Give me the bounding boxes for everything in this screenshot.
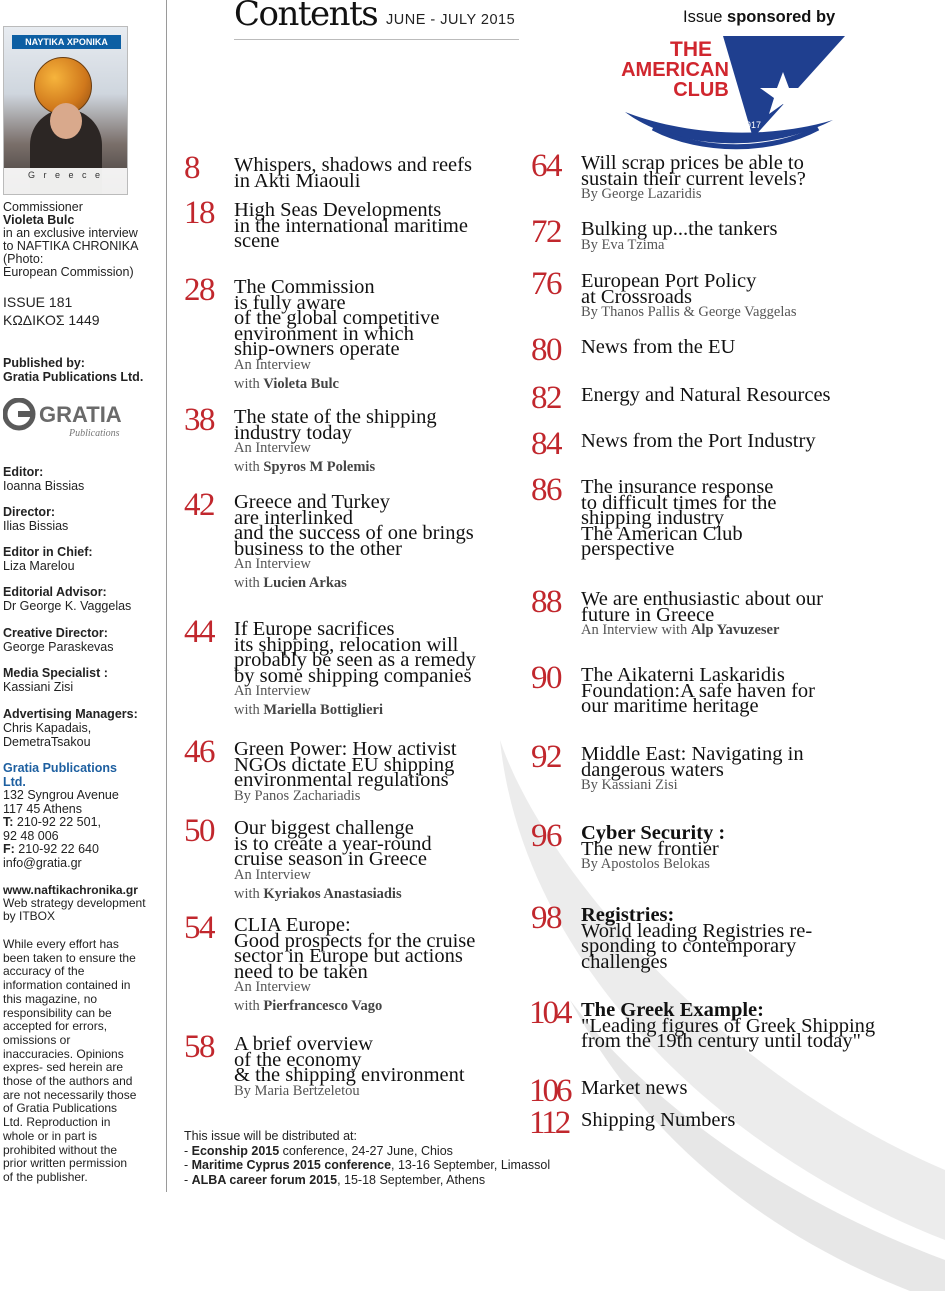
- staff-value: George Paraskevas: [3, 640, 114, 654]
- staff-label: Director:: [3, 505, 56, 519]
- toc-entry-title[interactable]: CLIA Europe:: [234, 914, 351, 936]
- cover-caption-name: Violeta Bulc: [3, 213, 75, 227]
- toc-entry-title[interactable]: News from the Port Industry: [581, 430, 816, 452]
- staff-value: Ilias Bissias: [3, 519, 69, 533]
- staff-label: Editor:: [3, 465, 44, 479]
- event-name: Econship 2015: [191, 1143, 280, 1158]
- toc-entry-title[interactable]: World leading Registries re-: [581, 919, 813, 942]
- toc-page-number: 44: [184, 614, 214, 650]
- interviewee-name: Kyriakos Anastasiadis: [263, 885, 402, 902]
- toc-entry-interviewee: [234, 575, 347, 592]
- toc-entry-title[interactable]: "Leading figures of Greek Shipping: [581, 1014, 876, 1037]
- toc-page-number: 42: [184, 487, 214, 523]
- disclaimer-line: responsibility can be: [3, 1005, 112, 1020]
- disclaimer-line: Ltd. Reproduction in: [3, 1115, 111, 1130]
- toc-entry-byline: By George Lazaridis: [581, 186, 702, 203]
- issue-date: JUNE - JULY 2015: [386, 12, 516, 28]
- toc-entry-title[interactable]: Foundation:A safe haven for: [581, 679, 815, 702]
- toc-entry-byline: An Interview: [234, 440, 311, 457]
- disclaimer-line: this magazine, no: [3, 991, 98, 1006]
- sponsor-prefix: Issue: [683, 8, 723, 26]
- toc-entry-title[interactable]: Energy and Natural Resources: [581, 384, 831, 406]
- toc-entry-title[interactable]: Market news: [581, 1077, 688, 1099]
- staff-value: Kassiani Zisi: [3, 680, 74, 694]
- event-name: ALBA career forum 2015: [191, 1172, 338, 1187]
- toc-page-number: 50: [184, 813, 214, 849]
- toc-entry-title[interactable]: sponding to contemporary: [581, 935, 797, 958]
- toc-entry-title[interactable]: are interlinked: [234, 506, 353, 529]
- toc-entry-title[interactable]: News from the EU: [581, 336, 736, 358]
- gratia-logo: [3, 398, 133, 440]
- toc-entry-title[interactable]: probably be seen as a remedy: [234, 649, 476, 672]
- toc-entry-title[interactable]: The American Club: [581, 522, 743, 545]
- sponsor-bold: sponsored by: [727, 8, 836, 26]
- interviewee-prefix: with: [234, 885, 264, 902]
- interviewee-name: Pierfrancesco Vago: [263, 998, 383, 1015]
- toc-entry-title[interactable]: industry today: [234, 421, 352, 444]
- toc-entry-title[interactable]: future in Greece: [581, 603, 715, 626]
- disclaimer-line: are not necessarily those: [3, 1087, 137, 1102]
- disclaimer-line: prohibited without the: [3, 1142, 118, 1157]
- toc-entry-byline: By Kassiani Zisi: [581, 777, 678, 794]
- toc-entry-byline: An Interview: [234, 556, 311, 573]
- toc-entry-title[interactable]: A brief overview: [234, 1033, 373, 1055]
- toc-entry-title[interactable]: cruise season in Greece: [234, 848, 427, 871]
- disclaimer-line: whole or in part is: [3, 1128, 98, 1143]
- toc-entry-title[interactable]: Will scrap prices be able to: [581, 152, 804, 174]
- toc-page-number: 86: [531, 472, 561, 508]
- toc-page-number: 84: [531, 426, 561, 462]
- event-detail: conference, 24-27 June, Chios: [279, 1143, 453, 1158]
- tel-value: 210-92 22 501,: [16, 815, 102, 829]
- toc-entry-interviewee: [234, 702, 383, 719]
- disclaimer-line: of Gratia Publications: [3, 1101, 118, 1116]
- toc-page-number: 54: [184, 910, 214, 946]
- toc-entry-byline: By Apostolos Belokas: [581, 856, 710, 873]
- gratia-logo-text: GRATIA: [39, 402, 122, 427]
- distribution-event: - Econship 2015 conference, 24-27 June, Chios: [184, 1143, 453, 1158]
- toc-page-number: 112: [529, 1105, 569, 1141]
- company-name: Gratia Publications: [3, 761, 117, 775]
- toc-entry-title[interactable]: NGOs dictate EU shipping: [234, 753, 455, 776]
- advertising-value: DemetraTsakou: [3, 735, 91, 749]
- toc-page-number: 106: [529, 1073, 570, 1109]
- gratia-logo-sub: Publications: [69, 428, 120, 439]
- website-link[interactable]: www.naftikachronika.gr: [3, 883, 138, 897]
- interviewee-prefix: with: [234, 702, 264, 719]
- fax: [3, 842, 99, 856]
- toc-entry-title[interactable]: dangerous waters: [581, 758, 724, 781]
- toc-entry-title[interactable]: Shipping Numbers: [581, 1109, 736, 1131]
- fax-value: 210-92 22 640: [18, 842, 99, 856]
- toc-entry-title[interactable]: perspective: [581, 538, 675, 561]
- cover-masthead: ΝΑΥΤΙΚΑ ΧΡΟΝΙΚΑ: [12, 35, 121, 49]
- toc-entry-title[interactable]: shipping industry: [581, 507, 724, 530]
- toc-entry-byline: By Eva Tzima: [581, 236, 665, 253]
- toc-page-number: 18: [184, 195, 214, 231]
- toc-entry-title[interactable]: The Aikaterni Laskaridis: [581, 664, 785, 686]
- toc-entry-title[interactable]: in Akti Miaouli: [234, 169, 361, 192]
- staff-label: Editor in Chief:: [3, 545, 93, 559]
- issue-number: ISSUE 181: [3, 294, 73, 310]
- toc-entry-title[interactable]: is fully aware: [234, 291, 346, 314]
- toc-entry-heading[interactable]: Registries:: [581, 904, 675, 926]
- logo-line-club: CLUB: [673, 79, 729, 101]
- toc-page-number: 98: [531, 900, 561, 936]
- toc-page-number: 92: [531, 739, 561, 775]
- published-by-label: Published by:: [3, 356, 85, 370]
- toc-entry-byline: An Interview: [234, 979, 311, 996]
- cover-caption-line: in an exclusive interview: [3, 226, 138, 240]
- disclaimer-line: omissions or: [3, 1032, 71, 1047]
- telephone: [3, 815, 101, 829]
- toc-entry-interviewee: [234, 459, 375, 476]
- toc-page-number: 88: [531, 584, 561, 620]
- tel-value: 92 48 006: [3, 829, 59, 843]
- logo-line-american: AMERICAN: [621, 59, 729, 81]
- staff-value: Dr George K. Vaggelas: [3, 599, 132, 613]
- toc-entry-title[interactable]: Green Power: How activist: [234, 738, 457, 760]
- interviewee-prefix: with: [234, 376, 264, 392]
- toc-entry-title[interactable]: business to the other: [234, 537, 402, 560]
- web-credit: by ITBOX: [3, 909, 56, 923]
- toc-entry-title[interactable]: environment in which: [234, 322, 414, 345]
- toc-entry-byline: By Maria Bertzeletou: [234, 1082, 360, 1099]
- disclaimer-line: While every effort has: [3, 937, 119, 951]
- toc-entry-title[interactable]: from the 19th century until today": [581, 1030, 861, 1053]
- toc-page-number: 104: [529, 995, 570, 1031]
- toc-entry-title[interactable]: of the global competitive: [234, 307, 440, 330]
- toc-entry-title[interactable]: We are enthusiastic about our: [581, 588, 823, 610]
- interviewee-name: Lucien Arkas: [263, 575, 347, 592]
- toc-page-number: 76: [531, 266, 561, 302]
- toc-page-number: 82: [531, 380, 561, 416]
- toc-entry-title[interactable]: High Seas Developments: [234, 199, 442, 221]
- title-divider: [234, 39, 519, 40]
- toc-entry-title[interactable]: in the international maritime: [234, 214, 468, 237]
- toc-entry-title[interactable]: and the success of one brings: [234, 522, 474, 545]
- cover-caption-line: (Photo:: [3, 252, 44, 266]
- distribution-event: - Maritime Cyprus 2015 conference, 13-16 September, Limassol: [184, 1158, 551, 1172]
- distribution-intro: This issue will be distributed at:: [184, 1129, 357, 1143]
- toc-entry-title[interactable]: The Commission: [234, 276, 375, 298]
- toc-entry-byline: By Panos Zachariadis: [234, 787, 361, 804]
- disclaimer-line: inaccuracies. Opinions: [3, 1046, 124, 1061]
- staff-label: Editorial Advisor:: [3, 585, 107, 599]
- advertising-label: Advertising Managers:: [3, 707, 138, 721]
- toc-page-number: 38: [184, 402, 214, 438]
- toc-entry-title[interactable]: need to be taken: [234, 960, 368, 983]
- page-title: Contents: [234, 0, 378, 34]
- cover-strip: G r e e c e: [4, 168, 127, 194]
- toc-entry-byline: By Thanos Pallis & George Vaggelas: [581, 304, 797, 321]
- toc-entry-title[interactable]: is to create a year-round: [234, 832, 432, 855]
- disclaimer-line: accepted for errors,: [3, 1019, 108, 1034]
- toc-entry-title[interactable]: environmental regulations: [234, 769, 449, 792]
- sidebar: [0, 0, 167, 1192]
- toc-entry-title[interactable]: ship-owners operate: [234, 338, 400, 361]
- interviewee-name: Spyros M Polemis: [263, 459, 376, 476]
- toc-page-number: 72: [531, 214, 561, 250]
- interviewee-name: Violeta Bulc: [263, 376, 339, 392]
- distribution-note: [184, 1129, 550, 1187]
- cover-person-face: [50, 103, 82, 139]
- toc-entry-title[interactable]: & the shipping environment: [234, 1064, 465, 1087]
- web-credit: Web strategy development: [3, 896, 146, 910]
- staff-value: Ioanna Bissias: [3, 479, 85, 493]
- interviewee-prefix: with: [234, 998, 264, 1015]
- fax-label: F:: [3, 842, 15, 856]
- toc-entry-title[interactable]: The new frontier: [581, 837, 719, 860]
- disclaimer-line: of the publisher.: [3, 1169, 88, 1184]
- toc-page-number: 64: [531, 148, 561, 184]
- toc-entry-interviewee: [234, 998, 382, 1015]
- toc-entry-title[interactable]: Our biggest challenge: [234, 817, 414, 839]
- toc-page-number: 80: [531, 332, 561, 368]
- toc-entry-title[interactable]: The insurance response: [581, 476, 774, 498]
- disclaimer-line: been taken to ensure the: [3, 950, 136, 965]
- email-link[interactable]: info@gratia.gr: [3, 856, 82, 870]
- toc-entry-title[interactable]: our maritime heritage: [581, 695, 759, 718]
- magazine-cover-image: [3, 26, 128, 195]
- toc-entry-byline: An Interview: [234, 357, 311, 373]
- distribution-event: - ALBA career forum 2015, 15-18 September, Athens: [184, 1172, 486, 1187]
- toc-entry-title[interactable]: challenges: [581, 950, 668, 973]
- company-name: Ltd.: [3, 775, 26, 789]
- toc-entry-title[interactable]: Middle East: Navigating in: [581, 743, 804, 765]
- interviewee-prefix: with: [234, 575, 264, 592]
- logo-year: 1917: [741, 120, 762, 130]
- toc-entry-title[interactable]: its shipping, relocation will: [234, 633, 459, 656]
- interviewee-prefix: with: [234, 459, 264, 476]
- toc-entry-title[interactable]: at Crossroads: [581, 285, 693, 308]
- published-by-value: Gratia Publications Ltd.: [3, 370, 144, 384]
- toc-entry-title[interactable]: If Europe sacrifices: [234, 618, 395, 640]
- event-detail: , 15-18 September, Athens: [337, 1172, 486, 1187]
- toc-entry-title[interactable]: European Port Policy: [581, 270, 757, 292]
- disclaimer-line: prior written permission: [3, 1156, 128, 1171]
- address-line: 132 Syngrou Avenue: [3, 788, 119, 802]
- interviewee-name: Alp Yavuzeser: [690, 622, 780, 639]
- disclaimer-line: those of the authors and: [3, 1074, 133, 1088]
- toc-entry-title[interactable]: Greece and Turkey: [234, 491, 390, 513]
- toc-entry-title[interactable]: Good prospects for the cruise: [234, 929, 476, 952]
- toc-entry-title[interactable]: to difficult times for the: [581, 491, 777, 514]
- toc-entry-title[interactable]: sustain their current levels?: [581, 167, 806, 190]
- toc-entry-heading[interactable]: The Greek Example:: [581, 999, 764, 1021]
- advertising-value: Chris Kapadais,: [3, 721, 92, 735]
- toc-entry-heading[interactable]: Cyber Security :: [581, 822, 726, 844]
- disclaimer-line: information contained in: [3, 978, 131, 993]
- toc-entry-interviewee: [581, 622, 779, 639]
- toc-entry-title[interactable]: Whispers, shadows and reefs: [234, 154, 472, 176]
- toc-page-number: 46: [184, 734, 214, 770]
- toc-page-number: 96: [531, 818, 561, 854]
- toc-entry-title[interactable]: of the economy: [234, 1048, 362, 1071]
- issue-code: ΚΩΔΙΚΟΣ 1449: [3, 312, 100, 328]
- toc-entry-byline: An Interview: [234, 866, 311, 883]
- cover-caption-line: European Commission): [3, 265, 134, 279]
- toc-entry-title[interactable]: scene: [234, 230, 280, 253]
- logo-line-the: THE: [670, 38, 712, 61]
- interviewee-prefix: An Interview with: [581, 622, 691, 639]
- cover-caption-line: to NAFTIKA CHRONIKA: [3, 239, 139, 253]
- sponsor-line: [683, 8, 835, 27]
- tel-label: T:: [3, 815, 14, 829]
- toc-entry-interviewee: [234, 376, 339, 393]
- disclaimer-line: expres- sed herein are: [3, 1060, 124, 1075]
- toc-entry-title[interactable]: Bulking up...the tankers: [581, 218, 778, 240]
- interviewee-name: Mariella Bottiglieri: [263, 702, 383, 719]
- toc-page-number: 58: [184, 1029, 214, 1065]
- american-club-logo: [613, 28, 851, 156]
- cover-caption-line: Commissioner: [3, 200, 83, 214]
- toc-entry-byline: An Interview: [234, 683, 311, 700]
- toc-page-number: 90: [531, 660, 561, 696]
- toc-entry-title[interactable]: by some shipping companies: [234, 664, 472, 687]
- toc-entry-title[interactable]: The state of the shipping: [234, 406, 437, 428]
- toc-entry-title[interactable]: sector in Europe but actions: [234, 945, 463, 968]
- disclaimer-line: accuracy of the: [3, 964, 85, 979]
- event-name: Maritime Cyprus 2015 conference: [191, 1158, 392, 1172]
- address-line: 117 45 Athens: [3, 802, 83, 816]
- staff-label: Media Specialist :: [3, 666, 108, 680]
- toc-page-number: 8: [184, 150, 199, 186]
- toc-page-number: 28: [184, 272, 214, 308]
- staff-value: Liza Marelou: [3, 559, 75, 573]
- toc-entry-interviewee: [234, 886, 402, 903]
- staff-label: Creative Director:: [3, 626, 108, 640]
- event-detail: , 13-16 September, Limassol: [391, 1158, 551, 1172]
